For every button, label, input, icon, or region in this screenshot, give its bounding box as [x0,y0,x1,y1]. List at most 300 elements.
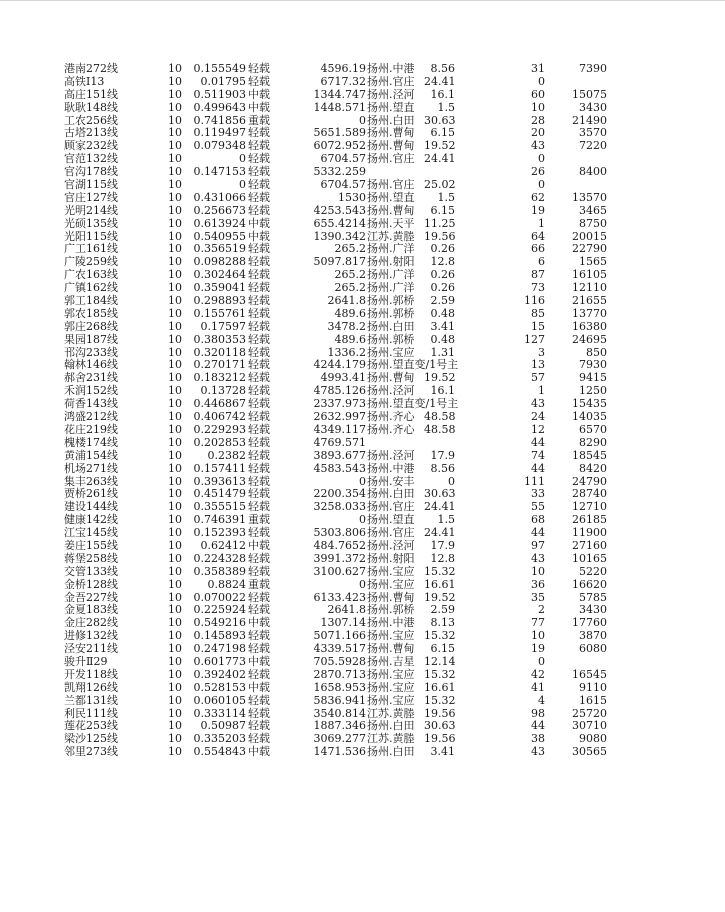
feeder-name-cell: 古塔213线 [64,126,118,140]
feeder-name-cell: 姜庄155线 [64,538,118,552]
length-cell: 1471.536 [313,745,366,759]
substation-cell: 扬州.射阳 [367,255,415,269]
distance-cell: 30.63 [424,113,456,127]
load-status-cell: 重载 [248,113,270,127]
feeder-name-cell: 集丰263线 [64,474,118,488]
count-cell: 43 [531,551,545,565]
voltage-cell: 10 [168,319,182,333]
table-row [0,205,725,218]
capacity-cell: 21490 [572,113,607,127]
voltage-cell: 10 [168,294,182,308]
feeder-name-cell: 邻里273线 [64,745,118,759]
capacity-cell: 3430 [579,603,607,617]
count-cell: 4 [538,693,545,707]
count-cell: 66 [531,242,545,256]
load-ratio-cell: 0.155761 [193,306,246,320]
capacity-cell: 24790 [572,474,607,488]
count-cell: 116 [524,294,545,308]
load-ratio-cell: 0.741856 [193,113,246,127]
load-ratio-cell: 0.335203 [193,732,246,746]
load-ratio-cell: 0.224328 [193,551,246,565]
count-cell: 41 [531,680,545,694]
load-ratio-cell: 0.406742 [193,410,246,424]
load-ratio-cell: 0.62412 [200,538,246,552]
length-cell: 2641.8 [327,603,366,617]
feeder-name-cell: 港南272线 [64,62,118,75]
capacity-cell: 850 [586,345,607,359]
capacity-cell: 16620 [572,577,607,591]
substation-cell: 扬州.宝应 [367,680,415,694]
feeder-name-cell: 金庄282线 [64,616,118,630]
distance-cell: 0.26 [430,268,455,282]
distance-cell: 17.9 [430,448,455,462]
capacity-cell: 15075 [572,87,607,101]
count-cell: 44 [531,719,545,733]
table-row [0,669,725,682]
substation-cell: 扬州.望直 [367,100,415,114]
substation-cell: 扬州.中港 [367,461,415,475]
table-row [0,411,725,424]
table-row [0,89,725,102]
distance-cell: 0.48 [430,332,455,346]
count-cell: 43 [531,139,545,153]
feeder-name-cell: 工农256线 [64,113,118,127]
load-status-cell: 轻载 [248,603,270,617]
count-cell: 43 [531,745,545,759]
length-cell: 484.7652 [313,538,366,552]
voltage-cell: 10 [168,551,182,565]
voltage-cell: 10 [168,268,182,282]
count-cell: 38 [531,732,545,746]
load-status-cell: 轻载 [248,242,270,256]
length-cell: 6704.57 [320,178,366,192]
substation-cell: 江苏.黄塍 [367,229,415,243]
load-ratio-cell: 0.070022 [193,590,246,604]
load-status-cell: 轻载 [248,474,270,488]
distance-cell: 6.15 [430,642,455,656]
length-cell: 1887.346 [313,719,366,733]
feeder-name-cell: 高庄151线 [64,87,118,101]
capacity-cell: 3570 [579,126,607,140]
load-ratio-cell: 0.256673 [193,203,246,217]
substation-cell: 扬州.广洋 [367,268,415,282]
count-cell: 1 [538,384,545,398]
capacity-cell: 5785 [579,590,607,604]
length-cell: 2632.997 [313,410,366,424]
load-ratio-cell: 0.393613 [193,474,246,488]
load-status-cell: 轻载 [248,281,270,295]
voltage-cell: 10 [168,190,182,204]
table-row [0,321,725,334]
voltage-cell: 10 [168,487,182,501]
substation-cell: 扬州.宝应 [367,667,415,681]
substation-cell: 扬州.白田 [367,719,415,733]
table-row [0,540,725,553]
load-ratio-cell: 0.746391 [193,513,246,527]
feeder-name-cell: 邗沟233线 [64,345,118,359]
count-cell: 13 [531,358,545,372]
load-status-cell: 轻载 [248,435,270,449]
substation-cell: 扬州.郭桥 [367,306,415,320]
feeder-name-cell: 梁沙125线 [64,732,118,746]
length-cell: 1448.571 [313,100,366,114]
count-cell: 64 [531,229,545,243]
capacity-cell: 30710 [572,719,607,733]
feeder-name-cell: 兰都131线 [64,693,118,707]
feeder-name-cell: 槐楼174线 [64,435,118,449]
feeder-name-cell: 郭工184线 [64,294,118,308]
capacity-cell: 1250 [579,384,607,398]
load-status-cell: 轻载 [248,319,270,333]
substation-cell: 扬州.官庄 [367,152,415,166]
load-status-cell: 轻载 [248,62,270,75]
distance-cell: 11.25 [424,216,456,230]
distance-cell: 48.58 [424,422,456,436]
load-status-cell: 轻载 [248,345,270,359]
distance-cell: 2.59 [430,294,455,308]
feeder-name-cell: 鸿盛212线 [64,410,118,424]
substation-cell: 扬州.曹甸 [367,203,415,217]
substation-cell: 扬州.白田 [367,113,415,127]
load-status-cell: 轻载 [248,642,270,656]
capacity-cell: 24695 [572,332,607,346]
table-row [0,746,725,759]
voltage-cell: 10 [168,358,182,372]
load-ratio-cell: 0.152393 [193,526,246,540]
load-ratio-cell: 0.358389 [193,564,246,578]
count-cell: 44 [531,435,545,449]
distance-cell: 19.56 [424,229,456,243]
load-status-cell: 轻载 [248,667,270,681]
distance-cell: 1.5 [437,100,455,114]
distance-cell: 0 [448,474,455,488]
voltage-cell: 10 [168,165,182,179]
load-ratio-cell: 0.554843 [193,745,246,759]
voltage-cell: 10 [168,526,182,540]
count-cell: 35 [531,590,545,604]
feeder-name-cell: 建设144线 [64,500,118,514]
table-row [0,566,725,579]
feeder-name-cell: 光阳115线 [64,229,118,243]
load-status-cell: 轻载 [248,487,270,501]
table-row [0,656,725,669]
length-cell: 2337.973 [313,397,366,411]
substation-cell: 扬州.曹甸 [367,371,415,385]
substation-cell: 扬州.射阳 [367,551,415,565]
load-ratio-cell: 0.356519 [193,242,246,256]
count-cell: 19 [531,642,545,656]
distance-cell: 12.14 [424,654,456,668]
count-cell: 19 [531,203,545,217]
voltage-cell: 10 [168,203,182,217]
count-cell: 12 [531,422,545,436]
feeder-name-cell: 利民111线 [64,706,118,720]
distance-cell: 8.13 [430,616,455,630]
capacity-cell: 13570 [572,190,607,204]
load-status-cell: 重载 [248,513,270,527]
feeder-name-cell: 广陵259线 [64,255,118,269]
substation-cell: 扬州.官庄 [367,526,415,540]
voltage-cell: 10 [168,100,182,114]
length-cell: 5836.941 [313,693,366,707]
load-ratio-cell: 0.380353 [193,332,246,346]
substation-cell: 扬州.广洋 [367,281,415,295]
count-cell: 73 [531,281,545,295]
voltage-cell: 10 [168,229,182,243]
distance-cell: 1.5 [437,513,455,527]
distance-cell: 15.32 [424,564,456,578]
substation-cell: 扬州.曹甸 [367,126,415,140]
voltage-cell: 10 [168,474,182,488]
voltage-cell: 10 [168,745,182,759]
length-cell: 3478.2 [327,319,366,333]
load-ratio-cell: 0.50987 [200,719,246,733]
load-status-cell: 轻载 [248,500,270,514]
load-status-cell: 轻载 [248,190,270,204]
table-row [0,424,725,437]
feeder-name-cell: 翰林146线 [64,358,118,372]
capacity-cell: 8400 [579,165,607,179]
voltage-cell: 10 [168,603,182,617]
voltage-cell: 10 [168,461,182,475]
distance-cell: 25.02 [424,178,456,192]
length-cell: 0 [359,513,366,527]
distance-cell: 12.8 [430,551,455,565]
load-ratio-cell: 0.601773 [193,654,246,668]
voltage-cell: 10 [168,435,182,449]
count-cell: 111 [524,474,545,488]
voltage-cell: 10 [168,74,182,88]
distance-cell: 8.56 [430,62,455,75]
capacity-cell: 14035 [572,410,607,424]
load-status-cell: 轻载 [248,74,270,88]
substation-cell: 扬州.天平 [367,216,415,230]
voltage-cell: 10 [168,126,182,140]
count-cell: 0 [538,178,545,192]
feeder-name-cell: 凯翔126线 [64,680,118,694]
count-cell: 26 [531,165,545,179]
distance-cell: 24.41 [424,500,456,514]
load-status-cell: 中载 [248,616,270,630]
feeder-name-cell: 金吾227线 [64,590,118,604]
load-status-cell: 中载 [248,100,270,114]
voltage-cell: 10 [168,693,182,707]
count-cell: 33 [531,487,545,501]
count-cell: 0 [538,654,545,668]
load-status-cell: 轻载 [248,139,270,153]
load-status-cell: 中载 [248,87,270,101]
load-ratio-cell: 0.320118 [193,345,246,359]
load-ratio-cell: 0.147153 [193,165,246,179]
capacity-cell: 3430 [579,100,607,114]
substation-cell: 扬州.吉星 [367,654,415,668]
substation-cell: 扬州.望直 [367,190,415,204]
length-cell: 4339.517 [313,642,366,656]
feeder-name-cell: 郭农185线 [64,306,118,320]
count-cell: 10 [531,100,545,114]
load-ratio-cell: 0.098288 [193,255,246,269]
distance-cell: 19.56 [424,732,456,746]
count-cell: 1 [538,216,545,230]
load-status-cell: 轻载 [248,306,270,320]
spreadsheet-table [0,63,725,759]
table-row [0,553,725,566]
feeder-name-cell: 骏升Ⅱ29 [64,654,108,668]
load-status-cell: 轻载 [248,255,270,269]
voltage-cell: 10 [168,281,182,295]
capacity-cell: 1615 [579,693,607,707]
distance-cell: 24.41 [424,74,456,88]
count-cell: 74 [531,448,545,462]
voltage-cell: 10 [168,371,182,385]
load-ratio-cell: 0.145893 [193,629,246,643]
table-row [0,695,725,708]
length-cell: 6704.57 [320,152,366,166]
feeder-name-cell: 广镇162线 [64,281,118,295]
load-status-cell: 轻载 [248,448,270,462]
distance-cell: 48.58 [424,410,456,424]
substation-cell: 扬州.泾河 [367,448,415,462]
substation-cell: 扬州.郭桥 [367,332,415,346]
distance-cell: 30.63 [424,487,456,501]
feeder-name-cell: 高铁Ⅰ13 [64,74,105,88]
feeder-name-cell: 禾润152线 [64,384,118,398]
load-status-cell: 中载 [248,745,270,759]
load-status-cell: 轻载 [248,397,270,411]
load-status-cell: 轻载 [248,384,270,398]
distance-cell: 24.41 [424,526,456,540]
substation-cell: 扬州.郭桥 [367,603,415,617]
load-status-cell: 轻载 [248,410,270,424]
voltage-cell: 10 [168,732,182,746]
load-ratio-cell: 0.333114 [193,706,246,720]
capacity-cell: 20015 [572,229,607,243]
count-cell: 31 [531,62,545,75]
table-row [0,463,725,476]
distance-cell: 1.5 [437,190,455,204]
load-ratio-cell: 0.079348 [193,139,246,153]
count-cell: 2 [538,603,545,617]
feeder-name-cell: 广工161线 [64,242,118,256]
capacity-cell: 6570 [579,422,607,436]
length-cell: 0 [359,474,366,488]
substation-cell: 江苏.黄塍 [367,706,415,720]
count-cell: 44 [531,526,545,540]
voltage-cell: 10 [168,667,182,681]
table-row [0,295,725,308]
voltage-cell: 10 [168,139,182,153]
length-cell: 1307.14 [320,616,366,630]
count-cell: 77 [531,616,545,630]
table-row [0,437,725,450]
feeder-name-cell: 江宝145线 [64,526,118,540]
voltage-cell: 10 [168,113,182,127]
load-ratio-cell: 0.549216 [193,616,246,630]
load-status-cell: 轻载 [248,719,270,733]
feeder-name-cell: 机场271线 [64,461,118,475]
length-cell: 2200.354 [313,487,366,501]
load-ratio-cell: 0.060105 [193,693,246,707]
voltage-cell: 10 [168,306,182,320]
voltage-cell: 10 [168,345,182,359]
load-ratio-cell: 0.540955 [193,229,246,243]
load-ratio-cell: 0.355515 [193,500,246,514]
substation-cell: 扬州.官庄 [367,74,415,88]
distance-cell: 8.56 [430,461,455,475]
substation-cell: 扬州.白田 [367,745,415,759]
capacity-cell: 16105 [572,268,607,282]
capacity-cell: 10165 [572,551,607,565]
load-ratio-cell: 0.183212 [193,371,246,385]
feeder-name-cell: 官庄127线 [64,190,118,204]
substation-cell: 扬州.曹甸 [367,139,415,153]
load-status-cell: 中载 [248,229,270,243]
count-cell: 55 [531,500,545,514]
voltage-cell: 10 [168,538,182,552]
substation-cell: 江苏.黄塍 [367,732,415,746]
capacity-cell: 3465 [579,203,607,217]
length-cell: 3258.033 [313,500,366,514]
load-ratio-cell: 0.499643 [193,100,246,114]
count-cell: 43 [531,397,545,411]
length-cell: 5303.806 [313,526,366,540]
capacity-cell: 30565 [572,745,607,759]
load-ratio-cell: 0.431066 [193,190,246,204]
capacity-cell: 5220 [579,564,607,578]
distance-cell: 6.15 [430,126,455,140]
capacity-cell: 16380 [572,319,607,333]
capacity-cell: 7390 [579,62,607,75]
feeder-name-cell: 耿耿148线 [64,100,118,114]
voltage-cell: 10 [168,616,182,630]
length-cell: 489.6 [334,306,366,320]
distance-cell: 19.52 [424,139,456,153]
voltage-cell: 10 [168,513,182,527]
substation-cell: 扬州.泾河 [367,538,415,552]
voltage-cell: 10 [168,216,182,230]
count-cell: 36 [531,577,545,591]
feeder-name-cell: 顾家232线 [64,139,118,153]
load-status-cell: 中载 [248,680,270,694]
table-row [0,334,725,347]
load-ratio-cell: 0.225924 [193,603,246,617]
capacity-cell: 8290 [579,435,607,449]
distance-cell: 15.32 [424,629,456,643]
substation-cell: 扬州.望直 [367,513,415,527]
load-ratio-cell: 0.119497 [193,126,246,140]
distance-cell: 19.52 [424,590,456,604]
feeder-name-cell: 黄浦154线 [64,448,118,462]
load-ratio-cell: 0.302464 [193,268,246,282]
length-cell: 1390.342 [313,229,366,243]
length-cell: 5071.166 [313,629,366,643]
substation-cell: 扬州.广洋 [367,242,415,256]
load-status-cell: 轻载 [248,422,270,436]
feeder-name-cell: 果园187线 [64,332,118,346]
length-cell: 6717.32 [320,74,366,88]
count-cell: 60 [531,87,545,101]
substation-cell: 扬州.官庄 [367,500,415,514]
feeder-name-cell: 荷香143线 [64,397,118,411]
load-status-cell: 轻载 [248,551,270,565]
length-cell: 4596.19 [320,62,366,75]
length-cell: 705.5928 [313,654,366,668]
load-ratio-cell: 0.528153 [193,680,246,694]
feeder-name-cell: 贾桥261线 [64,487,118,501]
substation-cell: 扬州.曹甸 [367,642,415,656]
voltage-cell: 10 [168,242,182,256]
load-status-cell: 轻载 [248,152,270,166]
